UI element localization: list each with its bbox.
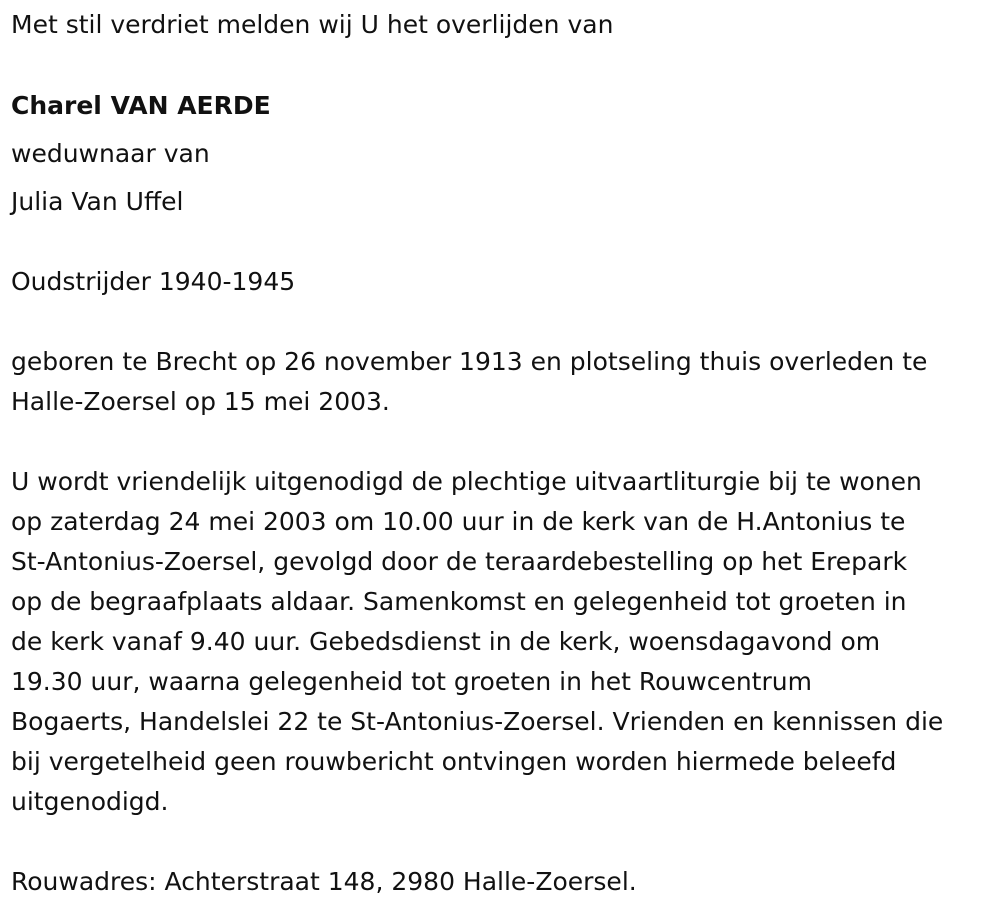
mourning-address: Rouwadres: Achterstraat 148, 2980 Halle-Zoersel. (11, 867, 637, 896)
ceremony-paragraph (11, 462, 996, 822)
ceremony-line: op zaterdag 24 mei 2003 om 10.00 uur in de kerk van de H.Antonius te (11, 507, 906, 536)
birth-death-paragraph (11, 342, 996, 422)
ceremony-line: U wordt vriendelijk uitgenodigd de plechtige uitvaartliturgie bij te wonen (11, 467, 922, 496)
spouse-name: Julia Van Uffel (11, 187, 184, 216)
ceremony-line: op de begraafplaats aldaar. Samenkomst en gelegenheid tot groeten in (11, 587, 907, 616)
ceremony-line: Bogaerts, Handelslei 22 te St-Antonius-Zoersel. Vrienden en kennissen die (11, 707, 944, 736)
ceremony-line: uitgenodigd. (11, 787, 169, 816)
ceremony-line: bij vergetelheid geen rouwbericht ontvingen worden hiermede beleefd (11, 747, 897, 776)
birth-death-line: geboren te Brecht op 26 november 1913 en plotseling thuis overleden te (11, 347, 928, 376)
birth-death-line: Halle-Zoersel op 15 mei 2003. (11, 387, 390, 416)
relation-text: weduwnaar van (11, 139, 210, 168)
ceremony-line: 19.30 uur, waarna gelegenheid tot groeten in het Rouwcentrum (11, 667, 812, 696)
ceremony-line: St-Antonius-Zoersel, gevolgd door de teraardebestelling op het Erepark (11, 547, 908, 576)
ceremony-line: de kerk vanaf 9.40 uur. Gebedsdienst in de kerk, woensdagavond om (11, 627, 881, 656)
intro-text: Met stil verdriet melden wij U het overlijden van (11, 10, 614, 39)
deceased-name: Charel VAN AERDE (11, 91, 271, 120)
veteran-title: Oudstrijder 1940-1945 (11, 267, 296, 296)
